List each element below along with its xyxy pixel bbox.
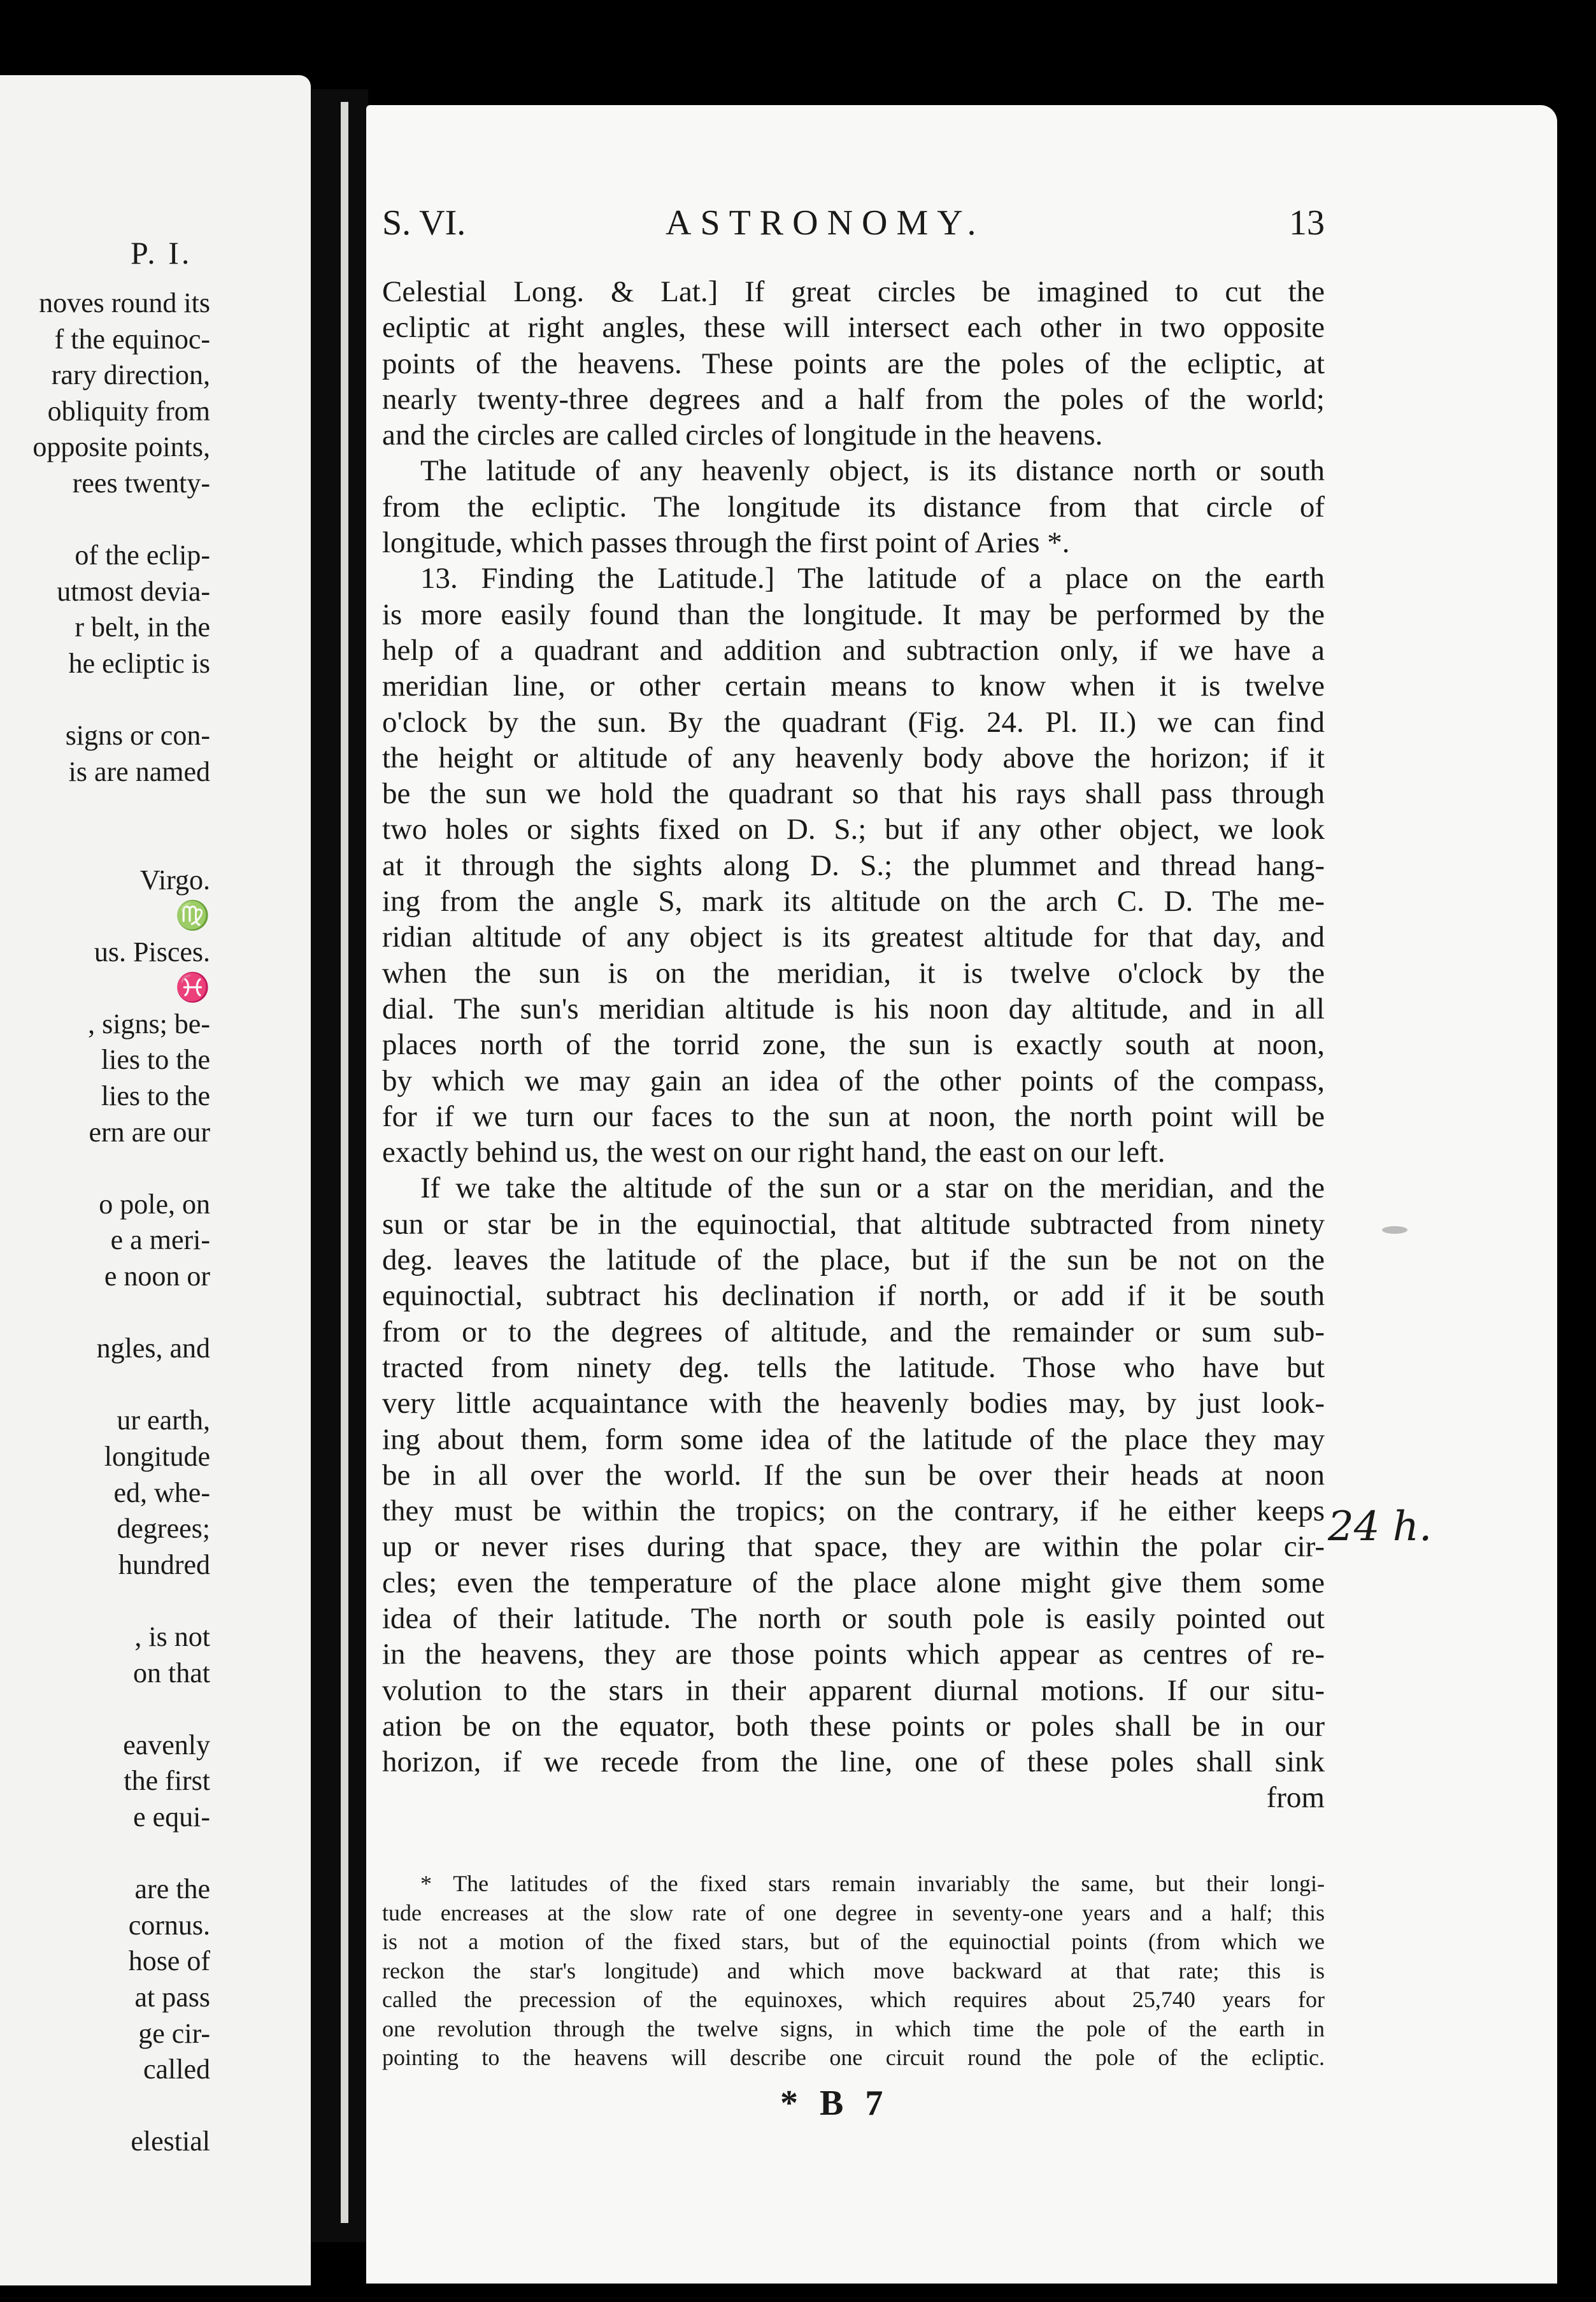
left-page-line: he ecliptic is: [68, 647, 210, 679]
left-page-line: utmost devia-: [57, 575, 210, 607]
body-text-line: at it through the sights along D. S.; the plummet and thread hang-: [382, 848, 1325, 882]
body-text-line: very little acquaintance with the heavenly bodies may, by just look-: [382, 1387, 1325, 1420]
left-page-text: [0, 285, 210, 2160]
left-page-line: obliquity from: [47, 395, 210, 427]
body-text-line: cles; even the temperature of the place alone might give them some: [382, 1566, 1325, 1599]
left-page-line: [0, 1836, 210, 1872]
page-title: ASTRONOMY.: [666, 203, 985, 243]
running-head: [382, 203, 1325, 254]
binding-gutter: [311, 89, 368, 2242]
left-page-line: , is not: [134, 1620, 210, 1652]
left-page-line: e equi-: [133, 1801, 210, 1833]
footnote-line: one revolution through the twelve signs, in which time the pole of the earth in: [382, 2015, 1325, 2041]
footnote-line: tude encreases at the slow rate of one degree in seventy-one years and a half; this: [382, 1899, 1325, 1926]
left-page-line: of the eclip-: [75, 540, 210, 571]
left-page-line: ern are our: [89, 1116, 210, 1148]
left-page-line: Virgo.: [139, 864, 210, 896]
left-page-line: [0, 1691, 210, 1727]
left-page-line: rees twenty-: [72, 467, 210, 499]
body-text-line: for if we turn our faces to the sun at noon, the north point will be: [382, 1099, 1325, 1133]
body-text-line: Celestial Long. & Lat.] If great circles be imagined to cut the: [382, 275, 1325, 308]
body-text-line: the height or altitude of any heavenly body above the horizon; if it: [382, 741, 1325, 775]
section-number: S. VI.: [382, 203, 466, 243]
body-text-line: nearly twenty-three degrees and a half from the poles of the world;: [382, 382, 1325, 416]
left-page-line: o pole, on: [99, 1188, 210, 1220]
ink-spot: [1382, 1226, 1407, 1234]
left-page-line: on that: [133, 1657, 210, 1689]
body-text-line: tracted from ninety deg. tells the latitude. Those who have but: [382, 1350, 1325, 1384]
body-text-line: two holes or sights fixed on D. S.; but if any other object, we look: [382, 813, 1325, 847]
body-text-line: ecliptic at right angles, these will intersect each other in two opposite: [382, 311, 1325, 345]
left-page-line: lies to the: [101, 1080, 210, 1112]
body-text-line: up or never rises during that space, they are within the polar cir-: [382, 1530, 1325, 1564]
body-text-line: meridian line, or other certain means to know when it is twelve: [382, 669, 1325, 703]
signature-mark: * B 7: [780, 2084, 890, 2123]
left-page-line: opposite points,: [32, 431, 210, 463]
left-page-line: e noon or: [104, 1261, 210, 1292]
body-text-line: o'clock by the sun. By the quadrant (Fig. 24. Pl. II.) we can find: [382, 705, 1325, 739]
body-text-line: The latitude of any heavenly object, is its distance north or south: [420, 454, 1325, 488]
left-page-line: ed, whe-: [113, 1476, 210, 1508]
left-page-line: signs or con-: [65, 720, 210, 752]
left-page-line: longitude: [104, 1441, 210, 1472]
left-page-line: ur earth,: [117, 1405, 210, 1436]
left-page-line: f the equinoc-: [54, 323, 210, 355]
body-text-line: dial. The sun's meridian altitude is his noon day altitude, and in all: [382, 992, 1325, 1026]
body-text-line: If we take the altitude of the sun or a star on the meridian, and the: [420, 1171, 1325, 1205]
body-text-line: when the sun is on the meridian, it is twelve o'clock by the: [382, 956, 1325, 990]
left-page-line: [0, 682, 210, 718]
body-text-line: deg. leaves the latitude of the place, but if the sun be not on the: [382, 1243, 1325, 1277]
body-text-line: horizon, if we recede from the line, one of these poles shall sink: [382, 1745, 1325, 1779]
left-page-line: degrees;: [117, 1513, 210, 1545]
footnote-line: * The latitudes of the fixed stars remain invariably the same, but their longi-: [420, 1871, 1325, 1896]
left-page-line: [0, 1150, 210, 1187]
left-page-line: ge cir-: [138, 2017, 210, 2049]
left-page-line: hose of: [128, 1945, 210, 1977]
body-text-line: exactly behind us, the west on our right hand, the east on our left.: [382, 1136, 1165, 1169]
body-text-line: they must be within the tropics; on the contrary, if he either keeps: [382, 1494, 1325, 1528]
left-page-line: us. Pisces.: [94, 936, 210, 968]
left-page-line: [0, 502, 210, 538]
left-page-line: cornus.: [128, 1909, 210, 1941]
left-page-line: ngles, and: [96, 1333, 210, 1364]
left-page-line: [0, 826, 210, 862]
left-page-line: hundred: [118, 1548, 210, 1580]
left-page-line: r belt, in the: [75, 611, 210, 643]
left-facing-page: [0, 75, 311, 2285]
body-text-line: places north of the torrid zone, the sun is exactly south at noon,: [382, 1028, 1325, 1062]
body-text-line: is more easily found than the longitude. It may be performed by the: [382, 597, 1325, 631]
left-page-line: at pass: [134, 1981, 210, 2013]
handwritten-marginal-note: 24 h.: [1328, 1503, 1432, 1550]
body-text-line: idea of their latitude. The north or south pole is easily pointed out: [382, 1601, 1325, 1635]
left-page-line: elestial: [131, 2126, 210, 2157]
body-text-line: be in all over the world. If the sun be over their heads at noon: [382, 1458, 1325, 1492]
body-text-line: be the sun we hold the quadrant so that his rays shall pass through: [382, 777, 1325, 811]
left-page-line: e a meri-: [110, 1224, 210, 1256]
body-text-line: volution to the stars in their apparent diurnal motions. If our situ-: [382, 1673, 1325, 1707]
body-text-line: sun or star be in the equinoctial, that altitude subtracted from ninety: [382, 1207, 1325, 1241]
body-text-line: from or to the degrees of altitude, and the remainder or sum sub-: [382, 1315, 1325, 1348]
body-text-line: by which we may gain an idea of the other points of the compass,: [382, 1064, 1325, 1097]
left-page-line: noves round its: [39, 287, 210, 318]
left-page-line: called: [143, 2054, 210, 2085]
body-text-line: 13. Finding the Latitude.] The latitude of a place on the earth: [420, 562, 1325, 596]
body-text-line: from: [1266, 1781, 1325, 1815]
left-page-line: [0, 2088, 210, 2124]
body-text-line: in the heavens, they are those points which appear as centres of re-: [382, 1638, 1325, 1671]
left-page-line: eavenly: [123, 1729, 210, 1761]
footnote-line: is not a motion of the fixed stars, but of the equinoctial points (from which we: [382, 1929, 1325, 1954]
body-text-line: and the circles are called circles of longitude in the heavens.: [382, 418, 1103, 452]
left-page-line: [0, 1583, 210, 1619]
page-number: 13: [1289, 203, 1325, 243]
left-page-line: [0, 790, 210, 826]
left-page-line: are the: [134, 1873, 210, 1905]
footnote-line: pointing to the heavens will describe one circuit round the pole of the ecliptic.: [382, 2045, 1325, 2070]
body-text-line: ing about them, form some idea of the latitude of the place they may: [382, 1422, 1325, 1456]
left-page-line: , signs; be-: [88, 1008, 210, 1040]
left-page-line: lies to the: [101, 1044, 210, 1076]
body-text-line: ing from the angle S, mark its altitude on the arch C. D. The me-: [382, 885, 1325, 919]
body-text-line: from the ecliptic. The longitude its distance from that circle of: [382, 490, 1325, 524]
left-running-head: P. I.: [131, 235, 192, 271]
body-text-line: ation be on the equator, both these points or poles shall be in our: [382, 1709, 1325, 1743]
body-text-line: ridian altitude of any object is its greatest altitude for that day, and: [382, 920, 1325, 954]
body-text-line: help of a quadrant and addition and subtraction only, if we have a: [382, 633, 1325, 667]
left-page-line: rary direction,: [51, 359, 210, 391]
left-page-line: [0, 1295, 210, 1331]
footnote: [382, 1869, 1325, 2073]
footnote-line: called the precession of the equinoxes, which requires about 25,740 years for: [382, 1987, 1325, 2012]
left-page-line: [0, 1367, 210, 1403]
footnote-line: reckon the star's longitude) and which move backward at that rate; this is: [382, 1957, 1325, 1984]
body-text: [382, 274, 1325, 1816]
left-page-line: the first: [124, 1765, 210, 1797]
body-text-line: equinoctial, subtract his declination if north, or add if it be south: [382, 1279, 1325, 1313]
left-page-line: ♍: [175, 900, 210, 932]
body-text-line: longitude, which passes through the first point of Aries *.: [382, 526, 1070, 560]
left-page-line: is are named: [68, 755, 210, 787]
body-text-line: points of the heavens. These points are the poles of the ecliptic, at: [382, 347, 1325, 380]
left-page-line: ♓: [175, 972, 210, 1004]
page-edge: [341, 102, 348, 2223]
